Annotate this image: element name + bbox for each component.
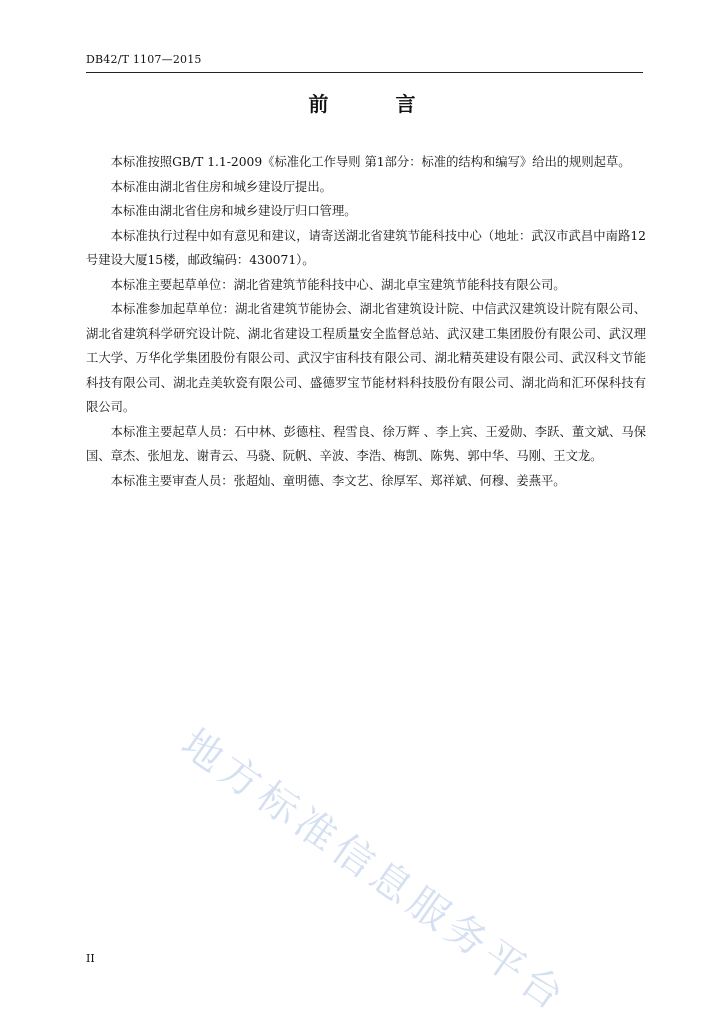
paragraph-reviewers: 本标准主要审查人员：张超灿、童明德、李文艺、徐厚军、郑祥斌、何穆、姜燕平。 [110,473,566,488]
paragraph-proposer: 本标准由湖北省住房和城乡建设厅提出。 [110,179,332,194]
document-code: DB42/T 1107—2015 [86,53,202,66]
paragraph-main-drafters: 本标准主要起草人员：石中林、彭德柱、程雪良、徐万辉 、李上宾、王爱勋、李跃、董文斌、马保国、章杰、张旭龙、谢青云、马骁、阮帆、辛波、李浩、梅凯、陈隽、郭中华、马刚、王文龙。 [86,424,646,463]
paragraph-drafting-rules: 本标准按照GB/T 1.1-2009《标准化工作导则 第1部分：标准的结构和编写》给出的规则起草。 [110,155,631,169]
page-number: II [86,952,95,965]
paragraph-feedback-address: 本标准执行过程中如有意见和建议，请寄送湖北省建筑节能科技中心（地址：武汉市武昌中南路12号建设大厦15楼，邮政编码：430071）。 [86,228,646,267]
page-title: 前 言 [308,92,446,116]
paragraph-participating-units: 本标准参加起草单位：湖北省建筑节能协会、湖北省建筑设计院、中信武汉建筑设计院有限公司、湖北省建筑科学研究设计院、湖北省建设工程质量安全监督总站、武汉建工集团股份有限公司、武汉理工大学、万华化学集团股份有限公司、武汉宇宙科技有限公司、湖北精英建设有限公司、武汉科文节能科技有限公司、湖北垚美软瓷有限公司、盛德罗宝节能材料科技股份有限公司、湖北尚和汇环保科技有限公司。 [86,302,646,414]
paragraph-administration: 本标准由湖北省住房和城乡建设厅归口管理。 [110,204,357,218]
foreword-body [86,150,646,493]
paragraph-main-drafting-units: 本标准主要起草单位：湖北省建筑节能科技中心、湖北卓宝建筑节能科技有限公司。 [110,277,566,292]
header-rule [86,72,643,73]
watermark: 地方标准信息服务平台 [172,720,576,1023]
